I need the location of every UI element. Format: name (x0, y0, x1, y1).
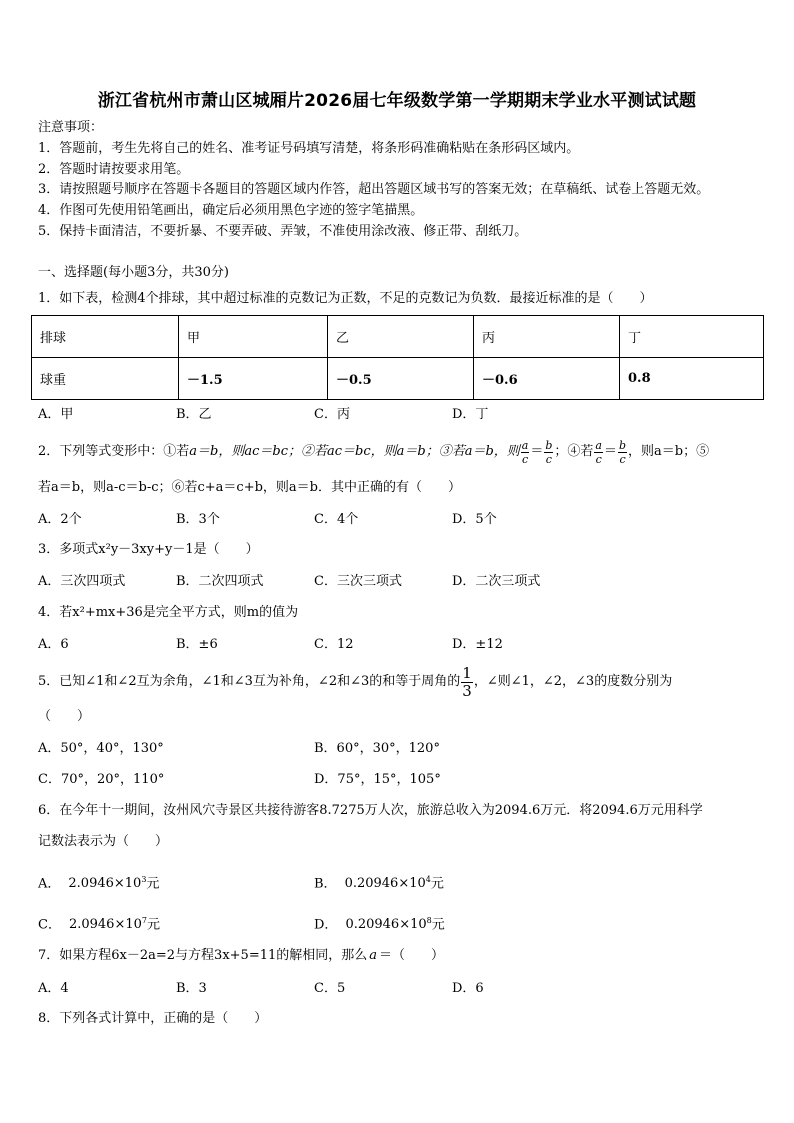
option-a: A．50°，40°，130° (38, 741, 164, 756)
variable: a (369, 948, 378, 963)
option-d: D．丁 (452, 407, 489, 422)
option-value: 0.20946×10 (345, 917, 427, 933)
table-cell: 丁 (620, 316, 764, 358)
table-cell: 甲 (179, 316, 328, 358)
table-cell: －0.6 (474, 358, 620, 400)
numerator: b (619, 438, 627, 452)
table-row (32, 316, 764, 358)
option-c: C．70°，20°，110° (38, 772, 165, 787)
option-label: B． (314, 876, 337, 892)
fraction (461, 665, 473, 700)
denominator: c (545, 452, 552, 466)
notice-item: 3．请按照题号顺序在答题卡各题目的答题区域内作答，超出答题区域书写的答案无效；在草稿纸、试卷上答题无效。 (38, 182, 710, 197)
option-b (314, 871, 444, 893)
option-b: B．3 (176, 981, 207, 996)
unit: 元 (430, 876, 444, 892)
page-title: 浙江省杭州市萧山区城厢片2026届七年级数学第一学期期末学业水平测试试题 (97, 91, 697, 111)
unit: 元 (431, 917, 445, 933)
option-d (314, 912, 445, 934)
option-c: C．三次三项式 (314, 574, 402, 589)
q2-text: ，则a＝b；⑤ (628, 444, 710, 459)
question-6-stem: 6．在今年十一期间，汝州风穴寺景区共接待游客8.7275万人次，旅游总收入为2094.6万元．将2094.6万元用科学 (38, 803, 703, 818)
table-cell: 球重 (32, 358, 179, 400)
option-b: B．60°，30°，120° (314, 741, 440, 756)
equals-sign: ＝ (603, 444, 617, 459)
option-c: C．12 (314, 637, 354, 652)
numerator: 1 (462, 663, 472, 682)
denominator: 3 (462, 681, 472, 700)
question-3-stem: 3．多项式x²y－3xy+y－1是（ ） (38, 542, 259, 557)
question-4-stem: 4．若x²+mx+36是完全平方式，则m的值为 (38, 605, 299, 620)
option-b: B．乙 (176, 407, 212, 422)
option-d: D．6 (452, 981, 484, 996)
unit: 元 (146, 876, 160, 892)
question-7-stem (38, 947, 444, 965)
question-8-stem: 8．下列各式计算中，正确的是（ ） (38, 1011, 268, 1026)
option-value: 2.0946×10 (68, 876, 142, 892)
table-cell: 乙 (328, 316, 474, 358)
fraction (594, 439, 603, 466)
denominator: c (595, 452, 602, 466)
unit: 元 (146, 917, 160, 933)
fraction (544, 439, 553, 466)
option-value: 0.20946×10 (344, 876, 426, 892)
question-5-stem (38, 662, 672, 702)
option-a: A．三次四项式 (38, 574, 126, 589)
q7-text: ＝（ ） (379, 948, 445, 963)
option-d: D．±12 (452, 637, 503, 652)
equals-sign: ＝ (530, 444, 544, 459)
question-2-stem (38, 436, 709, 468)
exponent: 3 (141, 875, 147, 884)
option-d: D．5个 (452, 512, 497, 527)
option-d: D．75°，15°，105° (314, 772, 441, 787)
question-1-stem: 1．如下表，检测4个排球，其中超过标准的克数记为正数，不足的克数记为负数．最接近标准的是（ ） (38, 291, 653, 306)
option-a: A．4 (38, 981, 69, 996)
question-1-table (31, 315, 764, 400)
option-c: C．丙 (314, 407, 350, 422)
table-row (32, 358, 764, 400)
option-label: C． (38, 917, 61, 933)
notice-heading: 注意事项： (38, 120, 104, 135)
q7-text: －2a=2与方程3x+5=11的解相同，那么 (126, 948, 368, 963)
table-cell: 丙 (474, 316, 620, 358)
option-a (38, 871, 159, 893)
q2-text: ；④若 (554, 444, 594, 459)
option-label: D． (314, 917, 338, 933)
table-cell: －0.5 (328, 358, 474, 400)
option-b: B．3个 (176, 512, 220, 527)
q2-text: a＝b，则ac＝bc；②若ac＝bc，则a＝b；③若a＝b，则 (189, 444, 520, 459)
table-cell: －1.5 (179, 358, 328, 400)
option-b: B．±6 (176, 637, 218, 652)
option-a: A．6 (38, 637, 69, 652)
table-cell: 0.8 (620, 358, 764, 400)
q5-text: ，∠则∠1，∠2，∠3的度数分别为 (473, 674, 673, 689)
notice-item: 4．作图可先使用铅笔画出，确定后必须用黑色字迹的签字笔描黑。 (38, 203, 424, 218)
notice-item: 5．保持卡面清洁，不要折暴、不要弄破、弄皱，不准使用涂改液、修正带、刮纸刀。 (38, 224, 528, 239)
q7-text: 7．如果方程6x (38, 948, 127, 963)
denominator: c (521, 452, 529, 466)
option-b: B．二次四项式 (176, 574, 264, 589)
option-c (38, 912, 160, 934)
exponent: 7 (141, 916, 147, 925)
option-c: C．5 (314, 981, 346, 996)
section-heading: 一、选择题(每小题3分，共30分) (38, 265, 229, 280)
table-cell: 排球 (32, 316, 179, 358)
q2-text: 2．下列等式变形中：①若 (38, 444, 190, 459)
fraction (521, 439, 530, 466)
option-c: C．4个 (314, 512, 359, 527)
denominator: c (619, 452, 626, 466)
notice-item: 1．答题前，考生先将自己的姓名、准考证号码填写清楚，将条形码准确粘贴在条形码区域内。 (38, 141, 580, 156)
option-d: D．二次三项式 (452, 574, 541, 589)
option-value: 2.0946×10 (68, 917, 142, 933)
option-a: A．甲 (38, 407, 74, 422)
q5-text: 5．已知∠1和∠2互为余角，∠1和∠3互为补角，∠2和∠3的和等于周角的 (38, 674, 461, 689)
numerator: b (545, 438, 553, 452)
numerator: a (521, 438, 529, 452)
notice-item: 2．答题时请按要求用笔。 (38, 162, 190, 177)
exponent: 8 (426, 916, 432, 925)
question-2-stem-line2: 若a＝b，则a-c＝b-c；⑥若c+a＝c+b，则a＝b．其中正确的有（ ） (38, 480, 461, 495)
fraction (618, 439, 627, 466)
exponent: 4 (425, 875, 431, 884)
option-label: A． (38, 876, 61, 892)
question-5-paren: （ ） (38, 709, 91, 724)
question-6-stem-line2: 记数法表示为（ ） (38, 834, 169, 849)
numerator: a (595, 438, 602, 452)
option-a: A．2个 (38, 512, 82, 527)
